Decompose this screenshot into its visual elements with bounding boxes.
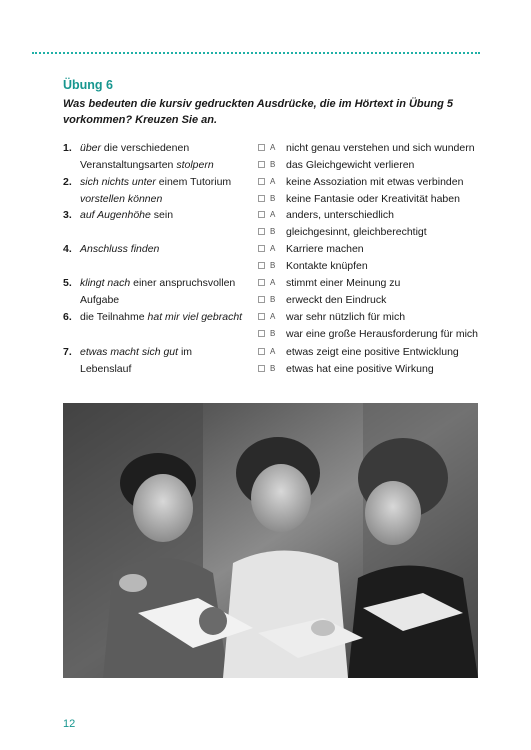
item-options — [258, 207, 483, 240]
phrase-italic: etwas macht sich gut — [80, 346, 179, 358]
option-a — [258, 241, 483, 258]
item-phrase — [80, 241, 245, 258]
phrase-text: im Lebenslauf — [80, 346, 193, 375]
option-a-text: etwas zeigt eine positive Entwicklung — [286, 346, 459, 358]
option-a-text: Karriere machen — [286, 243, 364, 255]
item-phrase — [80, 140, 245, 173]
checkbox-b[interactable] — [258, 228, 265, 235]
option-b — [258, 157, 483, 174]
item-phrase — [80, 309, 245, 326]
item-phrase — [80, 207, 245, 224]
checkbox-b[interactable] — [258, 262, 265, 269]
checkbox-a[interactable] — [258, 211, 265, 218]
option-letter-b: B — [270, 159, 276, 169]
option-letter-b: B — [270, 328, 276, 338]
option-a — [258, 275, 483, 292]
option-a-text: nicht genau verstehen und sich wundern — [286, 142, 475, 154]
phrase-text: einem Tutorium — [155, 176, 232, 188]
dotted-divider — [32, 52, 480, 54]
option-b — [258, 191, 483, 208]
option-letter-a: A — [270, 347, 276, 356]
option-letter-b: B — [270, 260, 276, 270]
checkbox-a[interactable] — [258, 178, 265, 185]
option-b-text: etwas hat eine positive Wirkung — [286, 362, 434, 375]
item-options — [258, 241, 483, 274]
option-b-text: erweckt den Eindruck — [286, 293, 387, 306]
option-letter-a: A — [270, 278, 276, 287]
item-number: 2. — [63, 176, 72, 188]
option-letter-b: B — [270, 294, 276, 304]
phrase-italic: sich nichts unter — [80, 176, 156, 188]
option-letter-a: A — [270, 177, 276, 186]
option-b-text: gleichgesinnt, gleichberechtigt — [286, 225, 427, 238]
option-b-text: war eine große Herausforderung für mich — [286, 327, 479, 340]
option-b — [258, 224, 483, 241]
option-b-text: keine Fantasie oder Kreativität haben — [286, 192, 460, 205]
item-options — [258, 174, 483, 207]
option-a-text: keine Assoziation mit etwas verbinden — [286, 176, 464, 188]
item-options — [258, 344, 483, 377]
option-b — [258, 292, 483, 309]
option-letter-b: B — [270, 226, 276, 236]
option-letter-b: B — [270, 193, 276, 203]
option-b-text: Kontakte knüpfen — [286, 259, 368, 272]
item-number: 5. — [63, 277, 72, 289]
item-number: 7. — [63, 346, 72, 358]
option-letter-a: A — [270, 143, 276, 152]
students-photo — [63, 403, 478, 678]
phrase-text: sein — [150, 209, 174, 221]
exercise-title: Übung 6 — [63, 78, 113, 92]
item-phrase — [80, 344, 245, 377]
page-number: 12 — [63, 718, 76, 730]
checkbox-a[interactable] — [258, 279, 265, 286]
item-number: 3. — [63, 209, 72, 221]
checkbox-b[interactable] — [258, 330, 265, 337]
item-number: 1. — [63, 142, 72, 154]
phrase-italic: stolpern — [176, 158, 214, 171]
item-options — [258, 309, 483, 342]
option-a — [258, 309, 483, 326]
option-a — [258, 140, 483, 157]
phrase-text: einer anspruchsvollen Aufgabe — [80, 277, 236, 306]
phrase-italic: auf Augenhöhe — [80, 209, 151, 221]
option-a-text: anders, unterschiedlich — [286, 209, 394, 221]
checkbox-a[interactable] — [258, 245, 265, 252]
option-b-text: das Gleichgewicht verlieren — [286, 158, 415, 171]
checkbox-a[interactable] — [258, 144, 265, 151]
exercise-instruction: Was bedeuten die kursiv gedruckten Ausdrücke, die im Hörtext in Übung 5 vorkommen? Kreuzen Sie an. — [63, 98, 453, 126]
option-letter-a: A — [270, 244, 276, 253]
option-a-text: stimmt einer Meinung zu — [286, 277, 401, 289]
checkbox-b[interactable] — [258, 195, 265, 202]
checkbox-b[interactable] — [258, 296, 265, 303]
phrase-italic: vorstellen können — [80, 192, 163, 205]
phrase-italic: klingt nach — [80, 277, 131, 289]
option-letter-a: A — [270, 312, 276, 321]
checkbox-b[interactable] — [258, 365, 265, 372]
option-b — [258, 361, 483, 378]
option-a — [258, 174, 483, 191]
item-phrase — [80, 174, 245, 207]
option-a — [258, 344, 483, 361]
item-options — [258, 140, 483, 173]
option-letter-a: A — [270, 210, 276, 219]
checkbox-a[interactable] — [258, 348, 265, 355]
phrase-text: die Teilnahme — [80, 311, 148, 323]
item-phrase — [80, 275, 245, 308]
phrase-italic: hat mir viel gebracht — [147, 311, 243, 323]
option-b — [258, 326, 483, 343]
item-options — [258, 275, 483, 308]
option-a-text: war sehr nützlich für mich — [286, 311, 406, 323]
phrase-italic: Anschluss finden — [80, 243, 160, 255]
option-b — [258, 258, 483, 275]
item-number: 6. — [63, 311, 72, 323]
checkbox-b[interactable] — [258, 161, 265, 168]
option-a — [258, 207, 483, 224]
phrase-italic: über — [80, 142, 102, 154]
option-letter-b: B — [270, 363, 276, 373]
checkbox-a[interactable] — [258, 313, 265, 320]
phrase-text: die verschiedenen Veranstaltungsarten — [80, 142, 190, 171]
item-number: 4. — [63, 243, 72, 255]
